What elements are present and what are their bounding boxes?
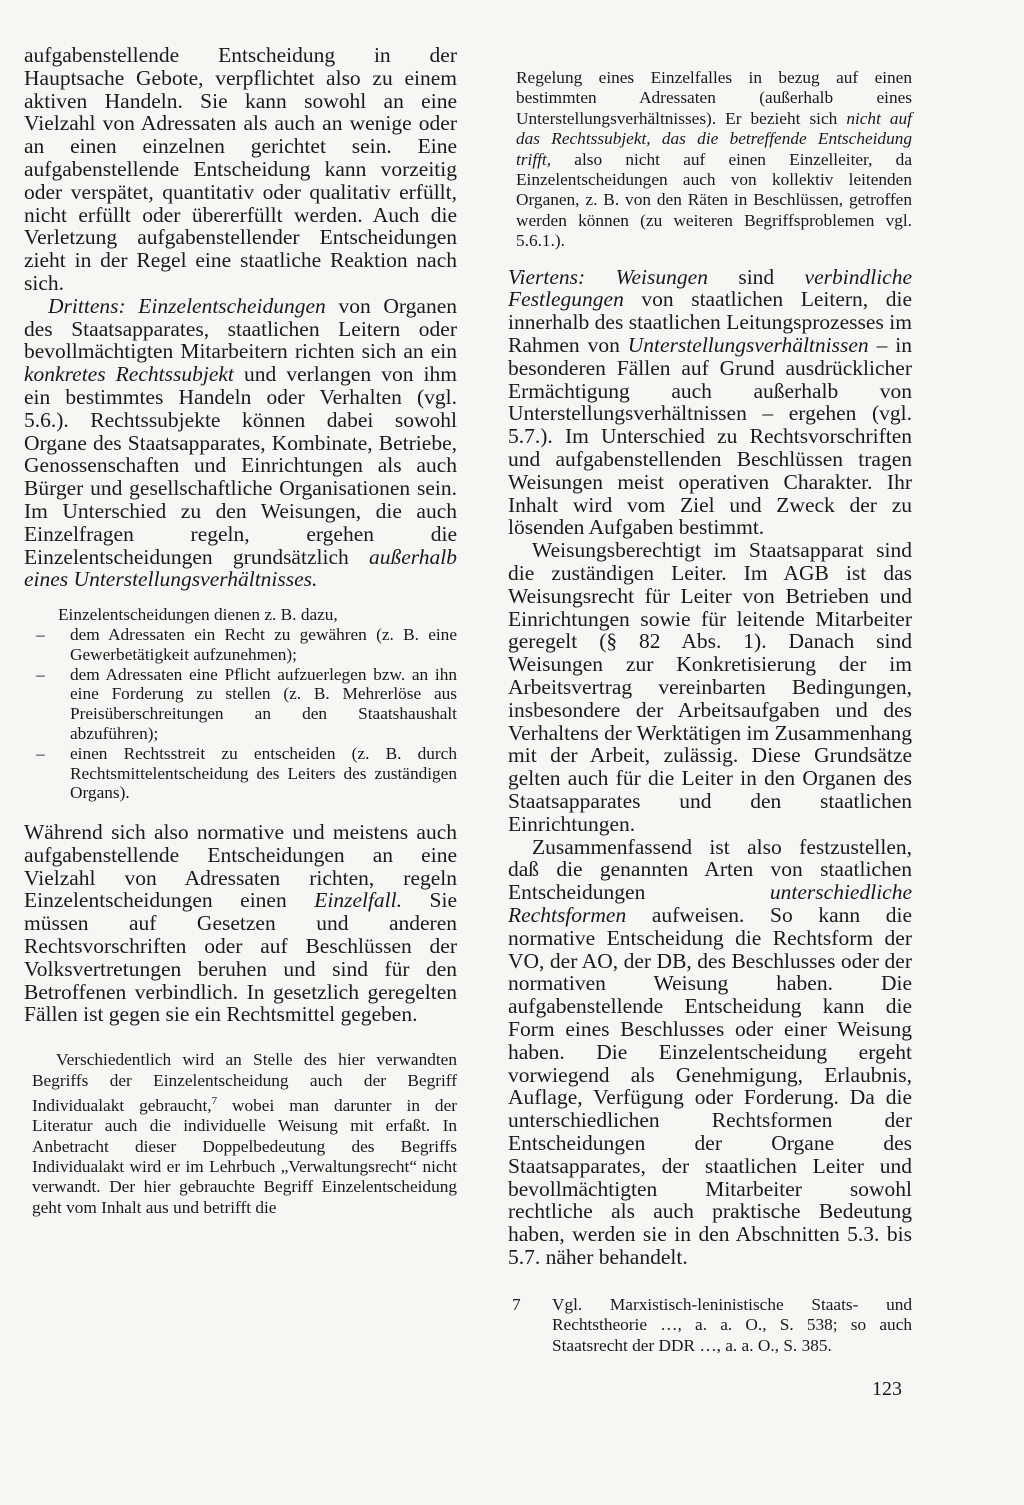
text-span: Verschiedentlich wird an Stelle des hier verwandten Begriffs der Einzelentscheidung auch der Begriff Individualakt gebraucht, bbox=[32, 1050, 457, 1115]
text-span: sind bbox=[707, 264, 805, 289]
text-span: Sie müssen auf Gesetzen und anderen Rechtsvorschriften oder auf Beschlüssen der Volksvertretungen beruhen und sind für den Betroffenen verbindlich. In gesetzlich geregelten Fällen ist gegen sie ein Rechtsmittel gegeben. bbox=[24, 888, 457, 1027]
text-span: also nicht auf einen Einzelleiter, da Einzelentscheidungen auch von kollektiv leitenden Organen, z. B. von den Räten in Beschlüssen, getroffen werden können (zu weiteren Begriffsproblemen vgl. 5.6.1.). bbox=[516, 149, 912, 251]
emphasis: nicht auf das Rechtssubjekt, das die betreffende Entscheidung trifft, bbox=[516, 108, 912, 169]
footnote-ref: 7 bbox=[211, 1095, 218, 1108]
example-list-block bbox=[24, 605, 457, 803]
emphasis: konkretes Rechtssubjekt bbox=[24, 362, 234, 387]
note-continuation bbox=[508, 68, 912, 252]
emphasis: Einzelfall. bbox=[314, 888, 403, 913]
label-drittens: Drittens: Einzelentscheidungen bbox=[48, 293, 326, 318]
list-item: – einen Rechtsstreit zu entscheiden (z. B. durch Rechtsmittelentscheidung des Leiters des zuständigen Organs). bbox=[32, 744, 457, 803]
right-column bbox=[508, 68, 912, 1356]
paragraph-aufgabenstellende-end: aufgabenstellende Entscheidung in der Hauptsache Gebote, verpflichtet also zu einem aktiven Handeln. Sie kann sowohl an eine Vielzahl von Adressaten als auch an wenige oder an einen einzelnen gerichtet sein. Eine aufgabenstellende Entscheidung kann vorzeitig oder verspätet, quantitativ oder qualitativ erfüllt, nicht erfüllt oder übererfüllt werden. Auch die Verletzung aufgabenstellender Entscheidungen zieht in der Regel eine staatliche Reaktion nach sich. bbox=[24, 43, 457, 295]
note-individualakt bbox=[24, 1050, 457, 1218]
text-span: aufweisen. So kann die normative Entscheidung die Rechtsform der VO, der AO, der DB, des Beschlusses oder der normativen Weisung haben. Die aufgabenstellende Entscheidung kann die Form eines Beschlusses oder einer Weisung haben. Die Einzelentscheidung ergeht vorwiegend als Genehmigung, Erlaubnis, Auflage, Verfügung oder Forderung. Da die unterschiedlichen Rechtsformen der Entscheidungen der Organe des Staatsapparates, der staatlichen Leiter und bevollmächtigten Mitarbeiter sowohl rechtliche als auch praktische Bedeutung haben, werden sie in den Abschnitten 5.3. bis 5.7. näher behandelt. bbox=[508, 902, 912, 1269]
emphasis: Unterstellungsverhältnissen bbox=[627, 333, 869, 358]
footnote-number: 7 bbox=[512, 1294, 521, 1314]
paragraph-zusammenfassend bbox=[508, 836, 912, 1269]
text-span: Regelung eines Einzelfalles in bezug auf einen bestimmten Adressaten (außerhalb eines Unterstellungsverhältnisses). Er bezieht sich bbox=[516, 68, 912, 128]
list-item: – dem Adressaten eine Pflicht aufzuerlegen bzw. an ihn eine Forderung zu stellen (z. B. Mehrerlöse aus Preisüberschreitungen an den Staatshaushalt abzuführen); bbox=[32, 665, 457, 744]
footnote-7 bbox=[508, 1295, 912, 1357]
text-span: von Organen des Staatsapparates, staatlichen Leitern oder bevollmächtigten Mitarbeitern richten sich an ein bbox=[24, 293, 457, 364]
text-span: Während sich also normative und meistens auch aufgabenstellende Entscheidungen an eine Vielzahl von Adressaten richten, regeln Einzelentscheidungen einen bbox=[24, 820, 457, 913]
left-column bbox=[24, 44, 457, 1218]
footnotes bbox=[508, 1295, 912, 1357]
text-span: Zusammenfassend ist also festzustellen, daß die genannten Arten von staatlichen Entscheidungen bbox=[508, 834, 912, 905]
page-number: 123 bbox=[872, 1378, 902, 1400]
text-span: von staatlichen Leitern, die innerhalb des staatlichen Leitungsprozesses im Rahmen von bbox=[508, 287, 912, 358]
paragraph-weisungsberechtigt: Weisungsberechtigt im Staatsapparat sind die zuständigen Leiter. Im AGB ist das Weisungsrecht für Leiter von Betrieben und Einrichtungen sowie für leitende Mitarbeiter geregelt (§ 82 Abs. 1). Danach sind Weisungen zur Konkretisierung der im Arbeitsvertrag vereinbarten Bedingungen, insbesondere der Arbeitsaufgaben und des Verhaltens der Werktätigen im Zusammenhang mit der Arbeit, zulässig. Diese Grundsätze gelten auch für die Leiter in den Organen des Staatsapparates und den staatlichen Einrichtungen. bbox=[508, 538, 912, 836]
label-viertens: Viertens: Weisungen bbox=[508, 264, 708, 289]
text-span: und verlangen von ihm ein bestimmtes Handeln oder Verhalten (vgl. 5.6.). Rechtssubjekte können dabei sowohl Organe des Staatsapparates, Kombinate, Betriebe, Genossenschaften und Einrichtungen als auch Bürger und gesellschaftliche Organisationen sein. Im Unterschied zu den Weisungen, die auch Einzelfragen regeln, ergehen die Einzelentscheidungen grundsätzlich bbox=[24, 362, 457, 569]
example-list bbox=[32, 625, 457, 803]
paragraph-viertens bbox=[508, 266, 912, 540]
emphasis: verbindliche Festlegungen bbox=[508, 264, 913, 312]
emphasis: außerhalb eines Unterstellungsverhältnisses. bbox=[24, 544, 457, 592]
text-span: wobei man darunter in der Literatur auch die individuelle Weisung mit erfaßt. In Anbetracht dieser Doppelbedeutung des Begriffs Individualakt wird er im Lehrbuch „Verwaltungsrecht“ nicht verwandt. Der hier gebrauchte Begriff Einzelentscheidung geht vom Inhalt aus und betrifft die bbox=[32, 1095, 458, 1217]
paragraph-drittens bbox=[24, 295, 457, 591]
text-span: – in besonderen Fällen auf Grund ausdrücklicher Ermächtigung auch außerhalb von Unterstellungsverhältnissen – ergehen (vgl. 5.7.). Im Unterschied zu Rechtsvorschriften und aufgabenstellenden Beschlüssen tragen Weisungen meist operativen Charakter. Ihr Inhalt wird vom Ziel und Zweck der zu lösenden Aufgaben bestimmt. bbox=[508, 333, 912, 540]
emphasis: unterschiedliche Rechtsformen bbox=[508, 880, 912, 927]
list-item: – dem Adressaten ein Recht zu gewähren (z. B. eine Gewerbetätigkeit aufzunehmen); bbox=[32, 625, 457, 665]
paragraph-waehrend bbox=[24, 821, 457, 1026]
list-intro: Einzelentscheidungen dienen z. B. dazu, bbox=[58, 605, 338, 625]
footnote-text: Vgl. Marxistisch-leninistische Staats- und Rechtstheorie …, a. a. O., S. 538; so auch Staatsrecht der DDR …, a. a. O., S. 385. bbox=[552, 1294, 912, 1355]
